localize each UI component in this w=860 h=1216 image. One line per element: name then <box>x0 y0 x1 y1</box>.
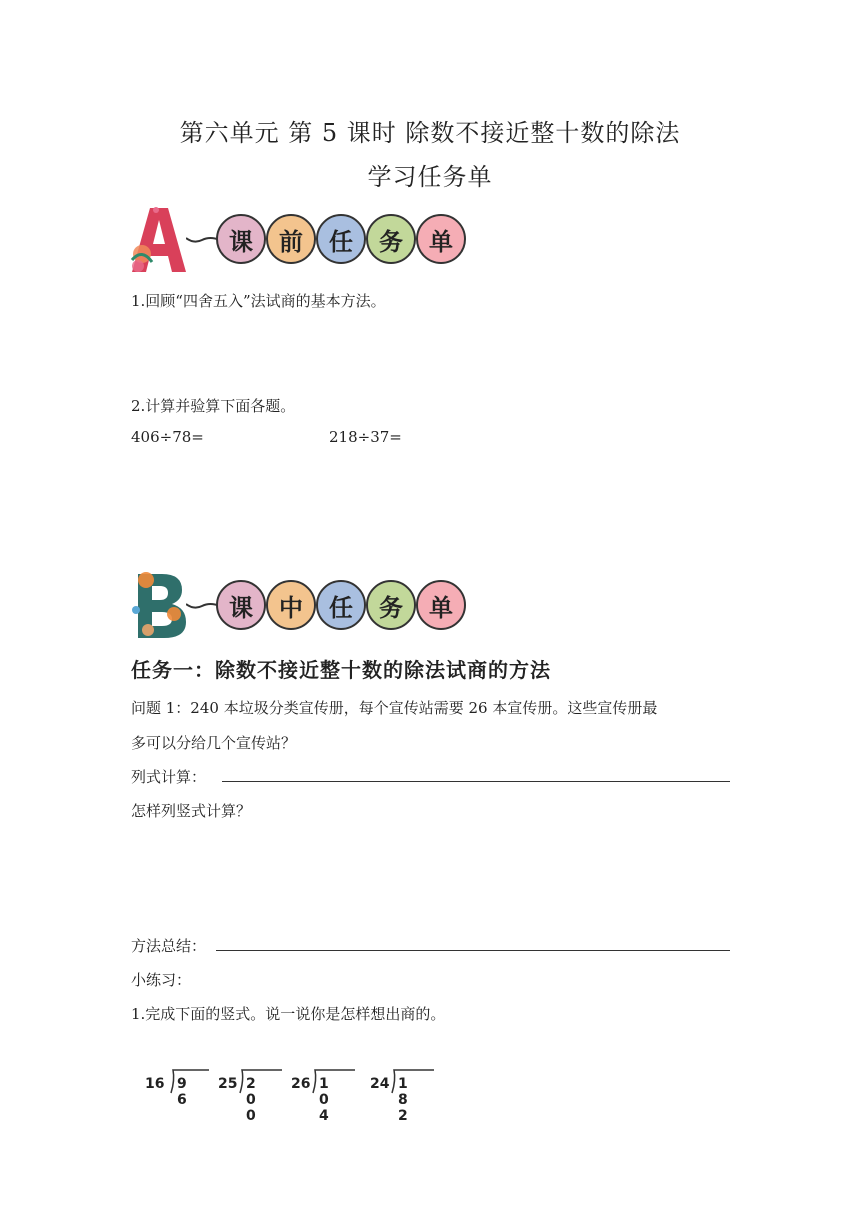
practice-item-1: 1.完成下面的竖式。说一说你是怎样想出商的。 <box>131 1005 446 1023</box>
division-bracket <box>238 1068 282 1094</box>
summary-line[interactable] <box>216 950 730 951</box>
division-bracket <box>311 1068 355 1094</box>
page-title: 第六单元 第 5 课时 除数不接近整十数的除法 <box>179 119 681 147</box>
method-summary-label: 方法总结： <box>131 937 207 955</box>
divisor: 24 <box>370 1076 390 1092</box>
division-bracket <box>390 1068 434 1094</box>
badge-char: 中 <box>266 580 316 630</box>
problem-1-line-2: 多可以分给几个宣传站？ <box>131 734 297 752</box>
title-badges <box>216 214 466 264</box>
connector-line <box>186 234 220 246</box>
badge-char: 单 <box>416 580 466 630</box>
banner-before-class <box>128 204 488 274</box>
title-badges <box>216 580 466 630</box>
vertical-calc-question: 怎样列竖式计算？ <box>131 802 252 820</box>
answer-line[interactable] <box>222 781 730 782</box>
letter-a-logo <box>128 204 188 274</box>
divisor: 26 <box>291 1076 311 1092</box>
dividend: 9 6 <box>177 1076 187 1108</box>
badge-char: 课 <box>216 214 266 264</box>
letter-b-logo <box>128 570 188 640</box>
badge-char: 任 <box>316 214 366 264</box>
badge-char: 务 <box>366 580 416 630</box>
dividend: 1 8 2 <box>398 1076 408 1124</box>
badge-char: 前 <box>266 214 316 264</box>
equation-1: 406÷78= <box>131 428 204 446</box>
badge-char: 课 <box>216 580 266 630</box>
badge-char: 务 <box>366 214 416 264</box>
divisor: 25 <box>218 1076 238 1092</box>
page-subtitle: 学习任务单 <box>367 163 493 191</box>
badge-char: 单 <box>416 214 466 264</box>
banner-in-class <box>128 570 488 640</box>
problem-1-line-1: 问题 1：240 本垃圾分类宣传册，每个宣传站需要 26 本宣传册。这些宣传册最 <box>131 699 658 717</box>
list-calc-label: 列式计算： <box>131 768 207 786</box>
question-a2: 2.计算并验算下面各题。 <box>131 397 296 415</box>
division-bracket <box>169 1068 209 1094</box>
practice-label: 小练习： <box>131 971 192 989</box>
dividend: 1 0 4 <box>319 1076 329 1124</box>
badge-char: 任 <box>316 580 366 630</box>
question-a1: 1.回顾“四舍五入”法试商的基本方法。 <box>131 292 386 310</box>
task-heading: 任务一：除数不接近整十数的除法试商的方法 <box>131 658 551 682</box>
dividend: 2 0 0 <box>246 1076 256 1124</box>
equation-2: 218÷37= <box>329 428 402 446</box>
connector-line <box>186 600 220 612</box>
divisor: 16 <box>145 1076 165 1092</box>
